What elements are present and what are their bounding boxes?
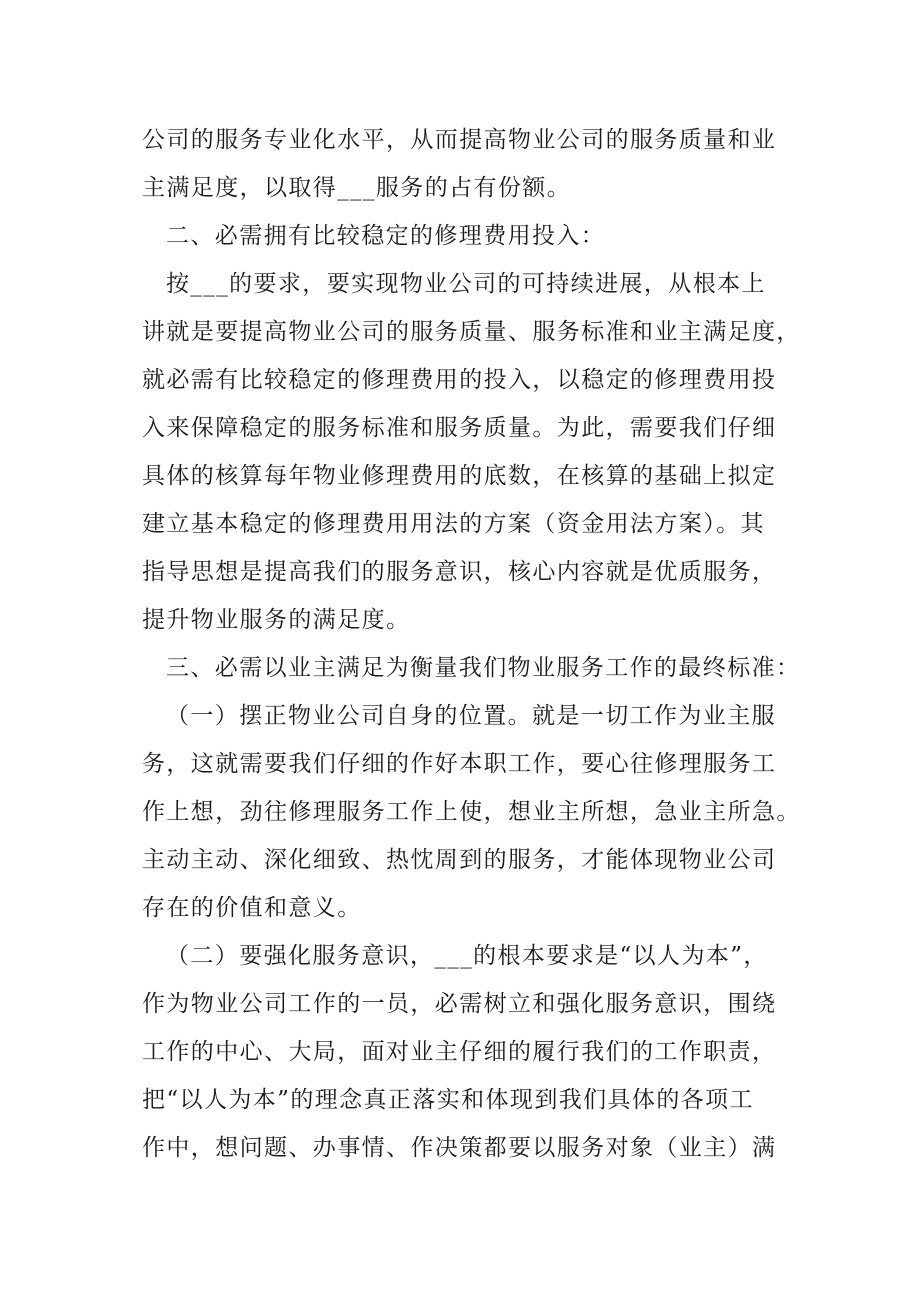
text-line: 务，这就需要我们仔细的作好本职工作，要心往修理服务工 <box>142 751 777 777</box>
text-line: 把“以人为本”的理念真正落实和体现到我们具体的各项工 <box>142 1087 754 1113</box>
text-line: 指导思想是提高我们的服务意识，核心内容就是优质服务， <box>142 559 777 585</box>
section-heading: 三、必需以业主满足为衡量我们物业服务工作的最终标准： <box>166 655 801 681</box>
text-line: 入来保障稳定的服务标准和服务质量。为此，需要我们仔细 <box>142 415 777 441</box>
text-line: 建立基本稳定的修理费用用法的方案（资金用法方案）。其 <box>142 511 765 537</box>
section-heading: 二、必需拥有比较稳定的修理费用投入： <box>166 223 606 249</box>
text-line: （一）摆正物业公司自身的位置。就是一切工作为业主服 <box>166 703 776 729</box>
text-line: 讲就是要提高物业公司的服务质量、服务标准和业主满足度， <box>142 319 801 345</box>
text-line: 按___的要求，要实现物业公司的可持续进展，从根本上 <box>166 271 766 297</box>
text-line: 作为物业公司工作的一员，必需树立和强化服务意识，围绕 <box>142 991 777 1017</box>
text-line: 提升物业服务的满足度。 <box>142 607 411 633</box>
text-line: 具体的核算每年物业修理费用的底数，在核算的基础上拟定 <box>142 463 777 489</box>
text-line: 主满足度，以取得___服务的占有份额。 <box>142 175 572 201</box>
text-line: 存在的价值和意义。 <box>142 895 362 921</box>
text-line: 主动主动、深化细致、热忱周到的服务，才能体现物业公司 <box>142 847 777 873</box>
text-line: 作上想，劲往修理服务工作上使，想业主所想，急业主所急。 <box>142 799 801 825</box>
body-text <box>142 116 801 1172</box>
text-line: 就必需有比较稳定的修理费用的投入，以稳定的修理费用投 <box>142 367 777 393</box>
text-line: 作中，想问题、办事情、作决策都要以服务对象（业主）满 <box>142 1135 777 1161</box>
text-line: （二）要强化服务意识，___的根本要求是“以人为本”， <box>166 943 768 969</box>
text-line: 工作的中心、大局，面对业主仔细的履行我们的工作职责， <box>142 1039 777 1065</box>
text-line: 公司的服务专业化水平，从而提高物业公司的服务质量和业 <box>142 127 777 153</box>
